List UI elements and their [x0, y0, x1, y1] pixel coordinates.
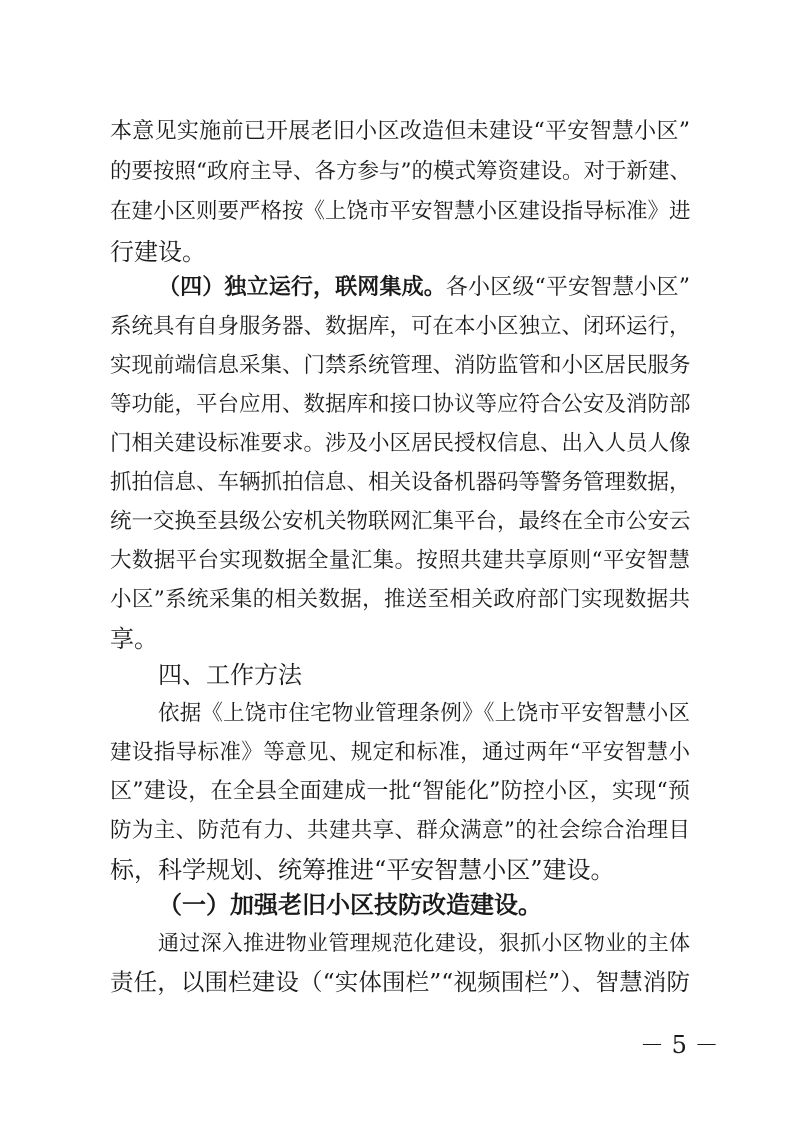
- paragraph-line: 享。: [110, 625, 158, 653]
- paragraph-line: 区”建设，在全县全面建成一批“智能化”防控小区，实现“预: [110, 779, 690, 804]
- section-heading: 四、工作方法: [158, 661, 302, 689]
- page-number: － 5 －: [640, 1031, 719, 1059]
- paragraph-line: 统一交换至县级公安机关物联网汇集平台，最终在全市公安云: [110, 509, 691, 534]
- paragraph-line: 标，科学规划、统筹推进“平安智慧小区”建设。: [110, 856, 615, 884]
- bold-lead-heading: （四）独立运行，联网集成。: [158, 275, 446, 300]
- paragraph-line: 抓拍信息、车辆抓拍信息、相关设备机器码等警务管理数据，: [110, 470, 691, 495]
- paragraph-line: 实现前端信息采集、门禁系统管理、消防监管和小区居民服务: [110, 353, 691, 378]
- paragraph-line: 本意见实施前已开展老旧小区改造但未建设“平安智慧小区”: [110, 119, 690, 144]
- paragraph-line: 大数据平台实现数据全量汇集。按照共建共享原则“平安智慧: [110, 548, 690, 573]
- paragraph-line: 责任，以围栏建设（“实体围栏”“视频围栏”）、智慧消防: [110, 968, 690, 996]
- subheading: （一）加强老旧小区技防改造建设。: [158, 891, 542, 919]
- paragraph-line: 等功能，平台应用、数据库和接口协议等应符合公安及消防部: [110, 392, 691, 417]
- paragraph-line: 的要按照“政府主导、各方参与”的模式筹资建设。对于新建、: [110, 159, 691, 184]
- paragraph-line: 防为主、防范有力、共建共享、群众满意”的社会综合治理目: [110, 818, 690, 843]
- paragraph-line: 门相关建设标准要求。涉及小区居民授权信息、出入人员人像: [110, 431, 691, 456]
- paragraph-line: 系统具有自身服务器、数据库，可在本小区独立、闭环运行，: [110, 314, 691, 339]
- paragraph-line-rest: 各小区级“平安智慧小区”: [445, 275, 690, 300]
- paragraph-line: 通过深入推进物业管理规范化建设，狠抓小区物业的主体: [158, 931, 690, 955]
- paragraph-line: 在建小区则要严格按《上饶市平安智慧小区建设指导标准》进: [110, 199, 691, 224]
- paragraph-line: 建设指导标准》等意见、规定和标准，通过两年“平安智慧小: [110, 740, 690, 765]
- paragraph-first-line: [158, 268, 690, 308]
- paragraph-line: 行建设。: [110, 238, 206, 266]
- paragraph-line: 小区”系统采集的相关数据，推送至相关政府部门实现数据共: [110, 587, 690, 612]
- paragraph-line: 依据《上饶市住宅物业管理条例》《上饶市平安智慧小区: [158, 701, 690, 726]
